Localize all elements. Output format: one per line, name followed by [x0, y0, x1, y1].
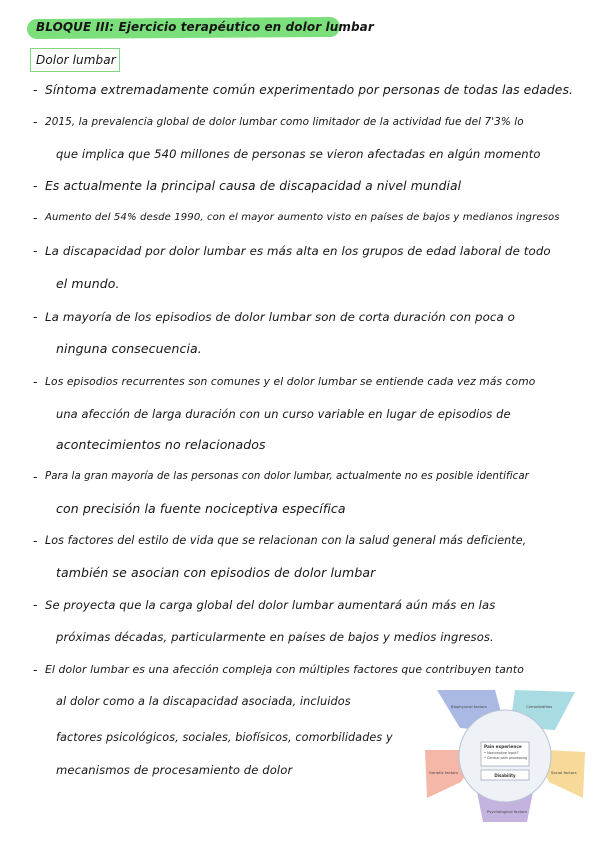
- bullet-dash: -: [33, 114, 38, 129]
- pain-experience-item-1: • Nociceptive input?: [484, 751, 519, 755]
- note-line: Los factores del estilo de vida que se relacionan con la salud general más deficiente,: [45, 534, 527, 547]
- note-line: al dolor como a la discapacidad asociada, incluidos: [56, 695, 351, 708]
- biophysical-label: Biophysical factors: [451, 704, 487, 709]
- note-line: La mayoría de los episodios de dolor lumbar son de corta duración con poca o: [45, 310, 516, 324]
- note-line: próximas décadas, particularmente en países de bajos y medios ingresos.: [56, 630, 494, 644]
- bullet-dash: -: [33, 243, 38, 258]
- bullet-dash: -: [33, 82, 38, 97]
- genetic-label: Genetic factors: [429, 770, 458, 775]
- note-line: el mundo.: [56, 276, 120, 291]
- note-line: una afección de larga duración con un curso variable en lugar de episodios de: [56, 407, 511, 421]
- pain-experience-item-2: • Central pain processing: [484, 756, 528, 760]
- note-line: factores psicológicos, sociales, biofísicos, comorbilidades y: [56, 731, 393, 744]
- disability-label: Disability: [494, 773, 516, 778]
- page-heading: BLOQUE III: Ejercicio terapéutico en dolor lumbar: [36, 20, 374, 34]
- note-line: que implica que 540 millones de personas se vieron afectadas en algún momento: [56, 147, 541, 161]
- note-line: Es actualmente la principal causa de discapacidad a nivel mundial: [45, 179, 462, 193]
- note-line: Los episodios recurrentes son comunes y el dolor lumbar se entiende cada vez más como: [45, 375, 536, 388]
- subheading-box: [30, 48, 120, 72]
- note-line: Aumento del 54% desde 1990, con el mayor aumento visto en países de bajos y medianos ingresos: [45, 212, 560, 223]
- bullet-dash: -: [33, 178, 38, 193]
- bullet-dash: -: [33, 662, 38, 677]
- note-line: con precisión la fuente nociceptiva específica: [56, 501, 346, 516]
- note-line: Síntoma extremadamente común experimentado por personas de todas las edades.: [45, 83, 573, 97]
- pain-experience-title: Pain experience: [484, 744, 522, 749]
- note-line: El dolor lumbar es una afección compleja con múltiples factores que contribuyen tanto: [45, 663, 524, 676]
- note-line: La discapacidad por dolor lumbar es más alta en los grupos de edad laboral de todo: [45, 244, 551, 258]
- bullet-dash: -: [33, 469, 38, 484]
- note-line: ninguna consecuencia.: [56, 341, 202, 356]
- psychological-label: Psychological factors: [487, 809, 527, 814]
- note-line: también se asocian con episodios de dolor lumbar: [56, 565, 376, 580]
- social-label: Social factors: [551, 770, 577, 775]
- bullet-dash: -: [33, 210, 38, 225]
- note-line: 2015, la prevalencia global de dolor lumbar como limitador de la actividad fue del 7'3% lo: [45, 116, 524, 128]
- bullet-dash: -: [33, 309, 38, 324]
- subheading: Dolor lumbar: [36, 53, 116, 67]
- comorbidities-label: Comorbidities: [526, 704, 553, 709]
- bullet-dash: -: [33, 533, 38, 548]
- note-line: acontecimientos no relacionados: [56, 437, 266, 452]
- note-line: Se proyecta que la carga global del dolor lumbar aumentará aún más en las: [45, 598, 496, 612]
- note-line: Para la gran mayoría de las personas con dolor lumbar, actualmente no es posible identificar: [45, 471, 529, 482]
- bullet-dash: -: [33, 374, 38, 389]
- pain-factors-diagram: [425, 690, 585, 822]
- note-line: mecanismos de procesamiento de dolor: [56, 763, 293, 777]
- bullet-dash: -: [33, 597, 38, 612]
